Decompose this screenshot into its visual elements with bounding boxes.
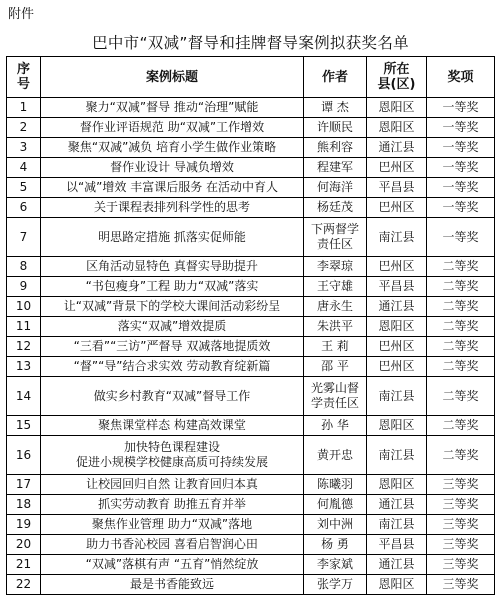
cell-award: 三等奖 — [427, 515, 495, 535]
cell-title — [41, 377, 304, 416]
cell-award: 二等奖 — [427, 416, 495, 436]
cell-author — [304, 317, 367, 337]
cell-author — [304, 138, 367, 158]
cell-title — [41, 575, 304, 595]
cell-title-line: 聚焦作业管理 助力“双减”落地 — [91, 517, 253, 531]
cell-author-line: 学责任区 — [310, 396, 359, 410]
cell-index: 7 — [7, 218, 41, 257]
cell-county: 巴州区 — [367, 257, 427, 277]
cell-award: 二等奖 — [427, 277, 495, 297]
cell-index: 20 — [7, 535, 41, 555]
cell-author — [304, 277, 367, 297]
cell-award: 一等奖 — [427, 218, 495, 257]
cell-index: 4 — [7, 158, 41, 178]
cell-author — [304, 495, 367, 515]
cell-author-line: 朱洪平 — [316, 319, 353, 333]
cell-author-line: 李家斌 — [316, 557, 353, 571]
cell-title — [41, 357, 304, 377]
cell-title-line: 让校园回归自然 让教育回归本真 — [86, 477, 258, 491]
cell-award: 一等奖 — [427, 118, 495, 138]
cell-author — [304, 198, 367, 218]
cell-index: 10 — [7, 297, 41, 317]
cell-title — [41, 198, 304, 218]
cell-index: 21 — [7, 555, 41, 575]
cell-award: 二等奖 — [427, 317, 495, 337]
table-row — [7, 575, 495, 595]
cell-title-line: 以“减”增效 丰富课后服务 在活动中育人 — [65, 180, 279, 194]
cell-author — [304, 575, 367, 595]
cell-title-line: 促进小规模学校健康高质可持续发展 — [75, 455, 268, 469]
cell-county: 南江县 — [367, 218, 427, 257]
col-header-index: 序 号 — [7, 57, 41, 98]
table-row — [7, 555, 495, 575]
cell-county: 通江县 — [367, 138, 427, 158]
table-row — [7, 495, 495, 515]
cell-award: 二等奖 — [427, 357, 495, 377]
table-row — [7, 257, 495, 277]
cell-award: 二等奖 — [427, 257, 495, 277]
table-row — [7, 138, 495, 158]
cell-index: 12 — [7, 337, 41, 357]
cell-title — [41, 158, 304, 178]
cell-title — [41, 436, 304, 475]
cell-author-line: 刘中洲 — [316, 517, 353, 531]
cell-title — [41, 317, 304, 337]
cell-county: 恩阳区 — [367, 416, 427, 436]
cell-award: 二等奖 — [427, 297, 495, 317]
cell-author-line: 下两督学 — [310, 222, 359, 236]
cell-county: 巴州区 — [367, 198, 427, 218]
cell-author-line: 唐永生 — [316, 299, 353, 313]
table-body — [7, 98, 495, 595]
cell-title — [41, 277, 304, 297]
table-row — [7, 337, 495, 357]
col-header-author: 作者 — [304, 57, 367, 98]
cell-author — [304, 377, 367, 416]
cell-title — [41, 218, 304, 257]
cell-county: 通江县 — [367, 495, 427, 515]
cell-county: 恩阳区 — [367, 475, 427, 495]
cell-index: 13 — [7, 357, 41, 377]
award-list-table — [6, 56, 495, 595]
table-row — [7, 198, 495, 218]
cell-title-line: 督作业设计 导减负增效 — [110, 160, 234, 174]
table-row — [7, 535, 495, 555]
cell-author-line: 谭 杰 — [321, 100, 349, 114]
cell-award: 三等奖 — [427, 475, 495, 495]
cell-title — [41, 555, 304, 575]
table-row — [7, 118, 495, 138]
cell-author — [304, 297, 367, 317]
table-row — [7, 158, 495, 178]
col-header-title: 案例标题 — [41, 57, 304, 98]
cell-award: 一等奖 — [427, 138, 495, 158]
table-row — [7, 178, 495, 198]
cell-author-line: 孙 华 — [321, 418, 349, 432]
cell-author — [304, 436, 367, 475]
table-row — [7, 277, 495, 297]
col-header-award: 奖项 — [427, 57, 495, 98]
cell-title — [41, 178, 304, 198]
table-row — [7, 436, 495, 475]
cell-author-line: 张学万 — [316, 577, 353, 591]
cell-author-line: 黄开忠 — [316, 447, 353, 462]
cell-award: 二等奖 — [427, 337, 495, 357]
cell-award: 一等奖 — [427, 158, 495, 178]
table-row — [7, 515, 495, 535]
cell-author — [304, 158, 367, 178]
cell-title — [41, 138, 304, 158]
cell-title-line: “双减”落棋有声 “五育”悄然绽放 — [85, 557, 259, 571]
cell-author — [304, 257, 367, 277]
table-row — [7, 317, 495, 337]
cell-county: 恩阳区 — [367, 118, 427, 138]
cell-title-line: 落实“双减”增效提质 — [117, 319, 227, 333]
cell-index: 17 — [7, 475, 41, 495]
table-row — [7, 475, 495, 495]
cell-author-line: 王 莉 — [321, 339, 349, 353]
cell-author-line: 何胤德 — [316, 497, 353, 511]
cell-index: 8 — [7, 257, 41, 277]
cell-author — [304, 416, 367, 436]
cell-title — [41, 475, 304, 495]
cell-county: 平昌县 — [367, 178, 427, 198]
cell-index: 16 — [7, 436, 41, 475]
cell-title-line: 聚力“双减”督导 推动“治理”赋能 — [85, 100, 259, 114]
cell-title — [41, 416, 304, 436]
cell-county: 巴州区 — [367, 357, 427, 377]
attachment-label: 附件 — [8, 7, 35, 22]
table-row — [7, 357, 495, 377]
table-header-row — [7, 57, 495, 98]
cell-county: 平昌县 — [367, 535, 427, 555]
cell-title-line: 明思路定措施 抓落实促师能 — [98, 229, 246, 244]
cell-title-line: 最是书香能致远 — [129, 577, 214, 591]
cell-county: 恩阳区 — [367, 98, 427, 118]
cell-title-line: 聚焦课堂样态 构建高效课堂 — [98, 418, 246, 432]
cell-author-line: 陈曦羽 — [316, 477, 353, 491]
table-row — [7, 377, 495, 416]
table-row — [7, 416, 495, 436]
cell-award: 二等奖 — [427, 436, 495, 475]
table-row — [7, 98, 495, 118]
cell-title-line: 加快特色课程建设 — [123, 440, 220, 454]
cell-title-line: 督作业评语规范 助“双减”工作增效 — [79, 120, 265, 134]
cell-title-line: 让“双减”背景下的学校大课间活动彩纷呈 — [63, 299, 281, 313]
cell-award: 一等奖 — [427, 178, 495, 198]
cell-title — [41, 495, 304, 515]
cell-title-line: “督”“导”结合求实效 劳动教育绽新篇 — [73, 359, 271, 373]
cell-author-line: 杨廷茂 — [316, 200, 353, 214]
cell-title — [41, 337, 304, 357]
cell-title-line: 助力书香沁校园 喜看启智润心田 — [86, 537, 258, 551]
cell-title-line: “三看”“三访”严督导 双减落地提质效 — [73, 339, 271, 353]
cell-author-line: 光雾山督 — [310, 381, 359, 395]
cell-index: 22 — [7, 575, 41, 595]
cell-title — [41, 118, 304, 138]
cell-index: 5 — [7, 178, 41, 198]
cell-county: 平昌县 — [367, 277, 427, 297]
cell-award: 二等奖 — [427, 377, 495, 416]
cell-author — [304, 555, 367, 575]
cell-county: 南江县 — [367, 436, 427, 475]
cell-award: 三等奖 — [427, 555, 495, 575]
cell-title-line: 抓实劳动教育 助推五育并举 — [98, 497, 246, 511]
cell-county: 恩阳区 — [367, 575, 427, 595]
cell-award: 三等奖 — [427, 495, 495, 515]
cell-title-line: 区角活动显特色 真督实导助提升 — [86, 259, 258, 273]
cell-author — [304, 118, 367, 138]
cell-author-line: 程建军 — [316, 160, 353, 174]
cell-title — [41, 535, 304, 555]
cell-author — [304, 178, 367, 198]
cell-index: 9 — [7, 277, 41, 297]
cell-county: 南江县 — [367, 515, 427, 535]
cell-title-line: 聚焦“双减”减负 培育小学生做作业策略 — [67, 140, 277, 154]
table-row — [7, 218, 495, 257]
cell-county: 恩阳区 — [367, 317, 427, 337]
cell-title — [41, 515, 304, 535]
cell-award: 一等奖 — [427, 98, 495, 118]
cell-county: 南江县 — [367, 377, 427, 416]
cell-author — [304, 535, 367, 555]
cell-title-line: 做实乡村教育“双减”督导工作 — [93, 388, 251, 403]
cell-county: 巴州区 — [367, 158, 427, 178]
cell-author-line: 许顺民 — [316, 120, 353, 134]
cell-author — [304, 98, 367, 118]
cell-title — [41, 257, 304, 277]
cell-index: 1 — [7, 98, 41, 118]
cell-author-line: 李翠琼 — [316, 259, 353, 273]
cell-index: 14 — [7, 377, 41, 416]
document-title: 巴中市“双减”督导和挂牌督导案例拟获奖名单 — [92, 34, 409, 52]
cell-index: 18 — [7, 495, 41, 515]
cell-author — [304, 475, 367, 495]
cell-award: 一等奖 — [427, 198, 495, 218]
cell-index: 19 — [7, 515, 41, 535]
cell-author — [304, 218, 367, 257]
cell-author — [304, 337, 367, 357]
cell-author-line: 熊利容 — [316, 140, 353, 154]
cell-award: 三等奖 — [427, 575, 495, 595]
cell-index: 6 — [7, 198, 41, 218]
cell-author-line: 杨 勇 — [321, 537, 349, 551]
cell-author-line: 何海洋 — [316, 180, 353, 194]
cell-index: 11 — [7, 317, 41, 337]
cell-author-line: 王守雄 — [316, 279, 353, 293]
cell-index: 15 — [7, 416, 41, 436]
table-row — [7, 297, 495, 317]
cell-county: 通江县 — [367, 555, 427, 575]
cell-title-line: 关于课程表排列科学性的思考 — [93, 200, 250, 214]
cell-county: 巴州区 — [367, 337, 427, 357]
cell-author-line: 责任区 — [316, 237, 353, 251]
col-header-county: 所在 县(区) — [367, 57, 427, 98]
cell-title — [41, 297, 304, 317]
cell-author — [304, 515, 367, 535]
cell-award: 三等奖 — [427, 535, 495, 555]
cell-index: 3 — [7, 138, 41, 158]
cell-author — [304, 357, 367, 377]
cell-author-line: 邵 平 — [321, 359, 349, 373]
cell-title — [41, 98, 304, 118]
cell-index: 2 — [7, 118, 41, 138]
cell-title-line: “书包瘦身”工程 助力“双减”落实 — [85, 279, 259, 293]
cell-county: 通江县 — [367, 297, 427, 317]
